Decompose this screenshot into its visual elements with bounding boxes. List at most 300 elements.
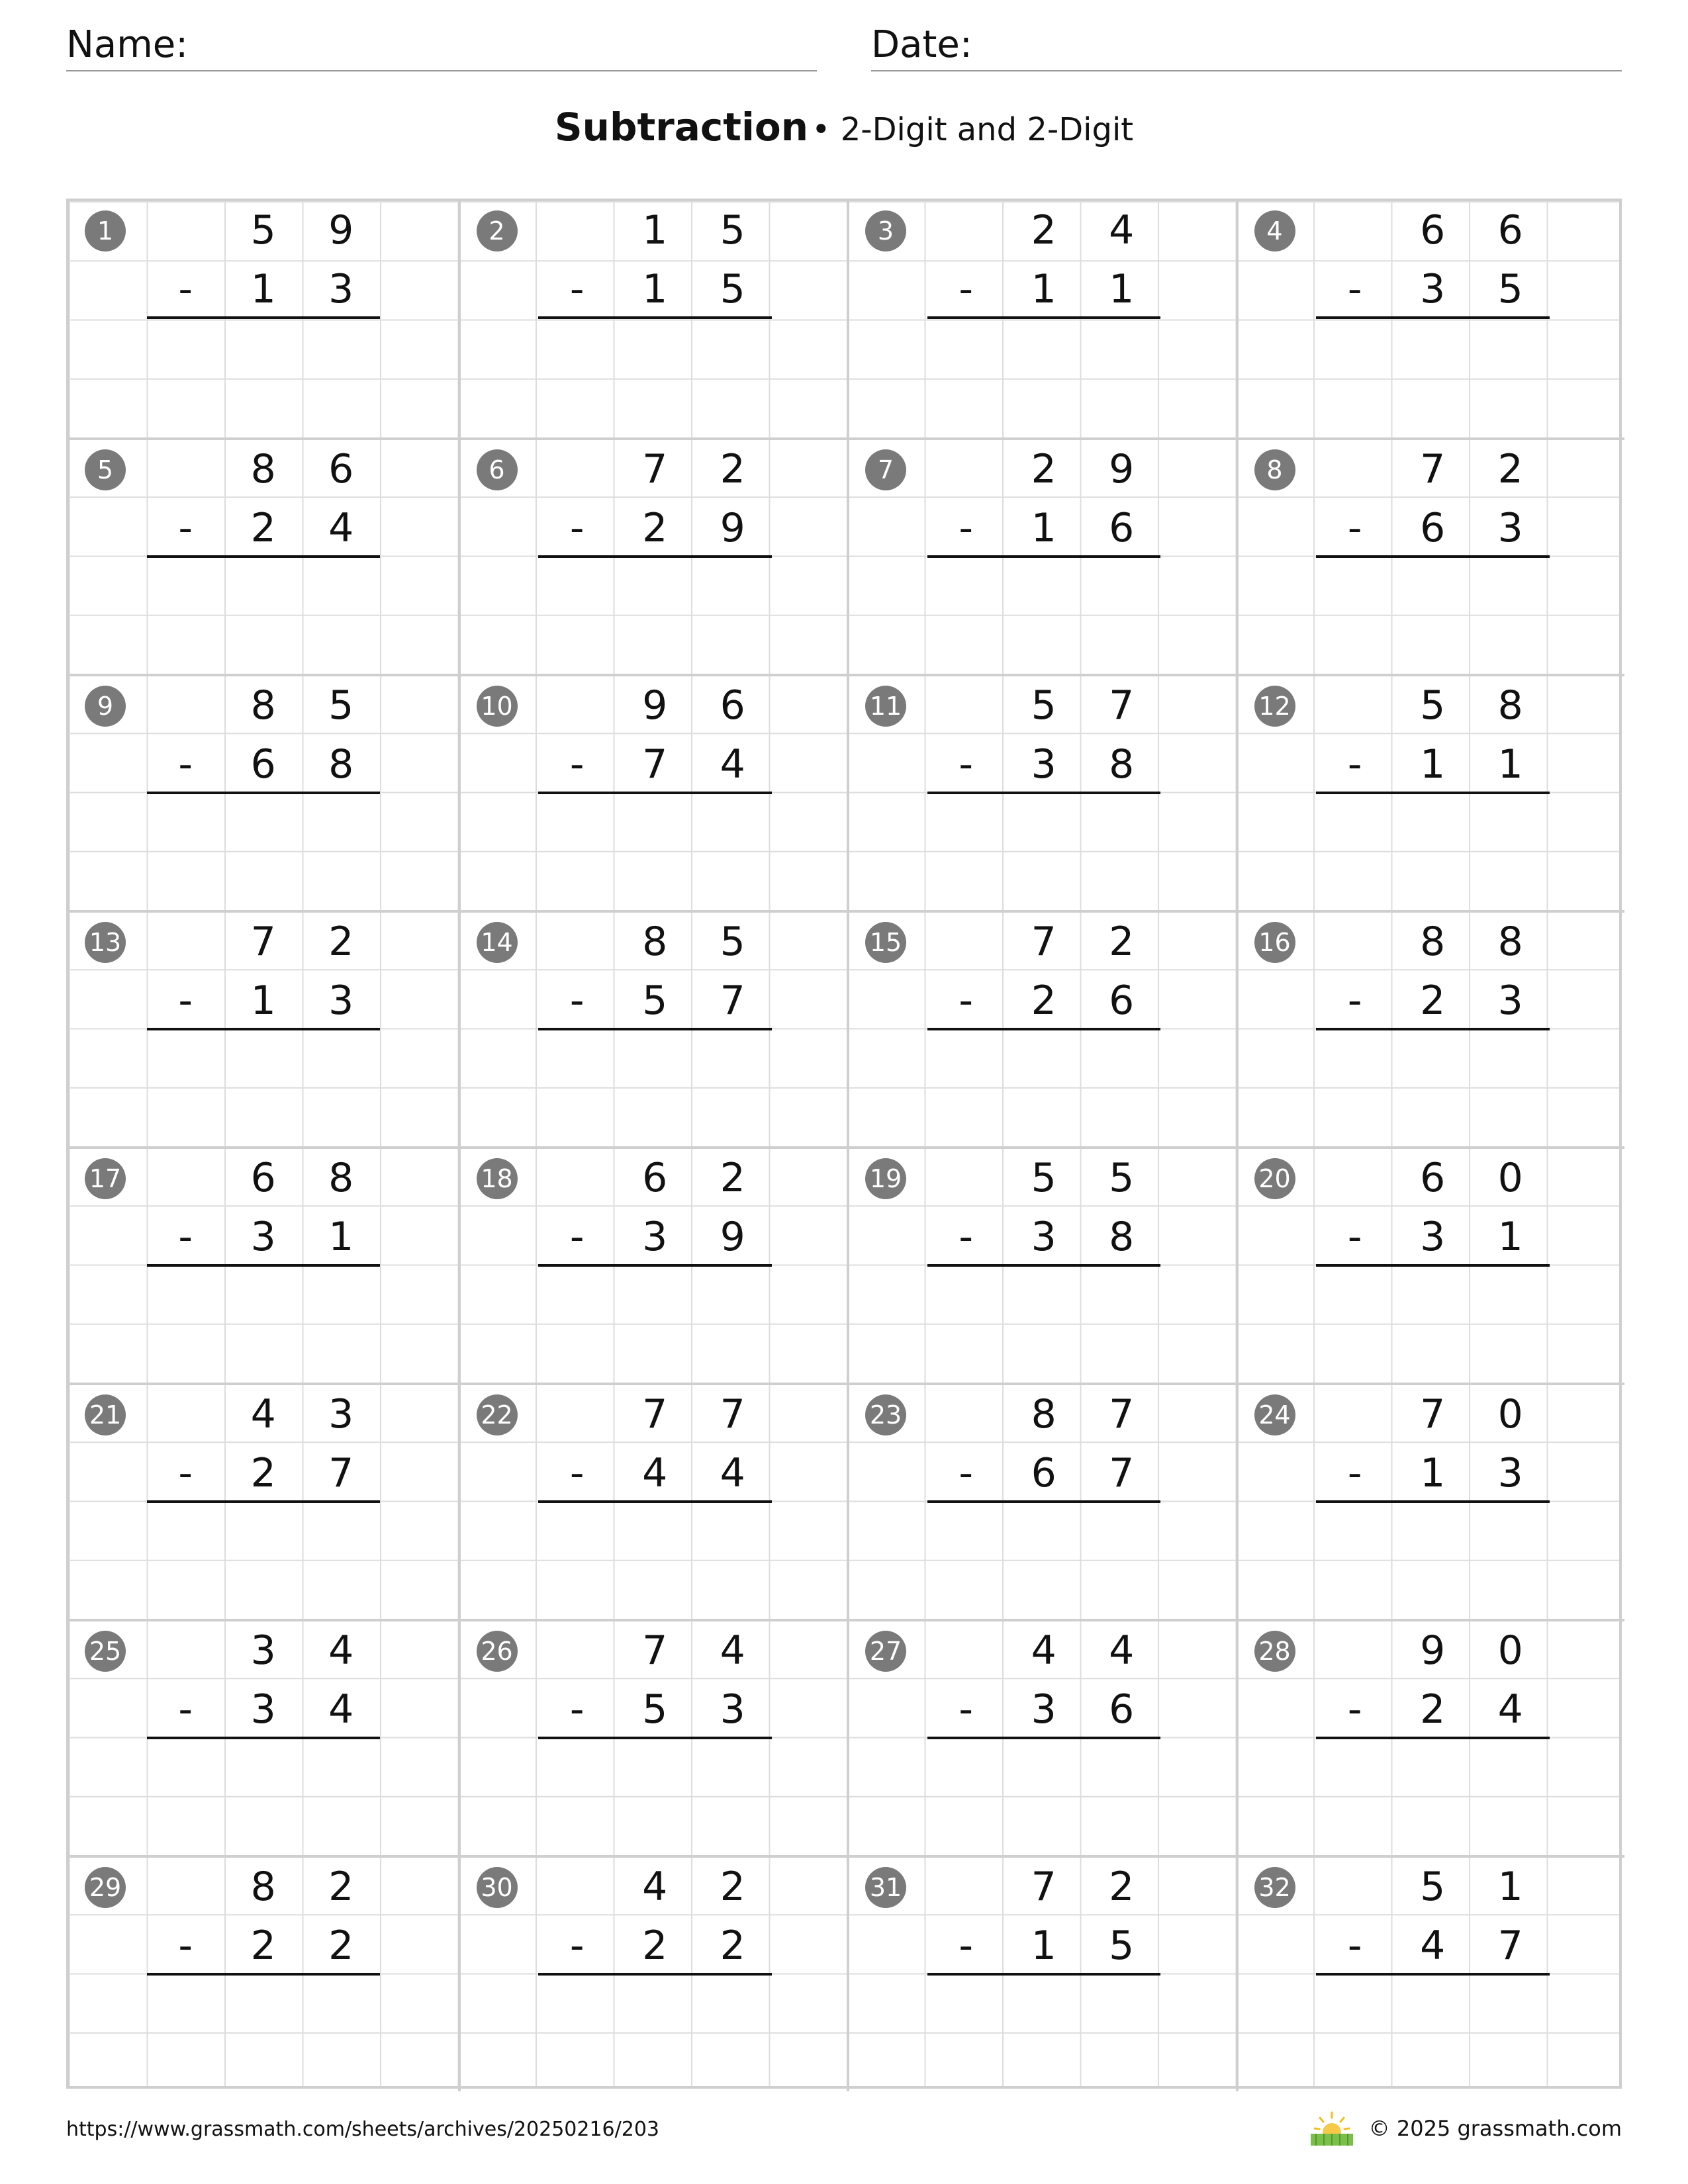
- problem-number-badge: 26: [477, 1631, 518, 1672]
- problem-block: [1236, 1383, 1625, 1619]
- answer-area[interactable]: [927, 1504, 1161, 1622]
- subtrahend-ones-digit: 9: [720, 505, 745, 552]
- answer-area[interactable]: [1316, 795, 1550, 913]
- answer-line: [1316, 1500, 1550, 1503]
- subtrahend-tens-digit: 3: [1031, 1686, 1056, 1733]
- minuend-ones-digit: 4: [1109, 1627, 1135, 1674]
- subtrahend-tens-digit: 4: [1420, 1923, 1446, 1970]
- subtrahend-tens-digit: 1: [1420, 1450, 1446, 1497]
- minus-sign: -: [959, 978, 974, 1024]
- minus-sign: -: [1347, 978, 1362, 1024]
- subtrahend-tens-digit: 2: [1420, 1686, 1446, 1733]
- subtrahend-ones-digit: 4: [328, 505, 354, 552]
- answer-line: [927, 316, 1161, 319]
- minuend-tens-digit: 7: [1031, 1864, 1056, 1910]
- answer-line: [147, 555, 381, 558]
- problem-block: [69, 437, 458, 674]
- problem-number-badge: 15: [865, 922, 906, 963]
- minuend-ones-digit: 8: [328, 1155, 354, 1201]
- subtrahend-tens-digit: 1: [250, 978, 276, 1024]
- footer-url: https://www.grassmath.com/sheets/archives/20250216/203: [66, 2118, 660, 2141]
- problem-number-badge: 4: [1254, 210, 1295, 251]
- minus-sign: -: [1347, 266, 1362, 313]
- problem-number-badge: 5: [85, 449, 126, 490]
- subtrahend-tens-digit: 2: [1420, 978, 1446, 1024]
- minuend-ones-digit: 3: [328, 1391, 354, 1437]
- problem-block: [847, 1146, 1236, 1383]
- minuend-ones-digit: 9: [1109, 446, 1135, 492]
- answer-line: [1316, 1973, 1550, 1976]
- answer-area[interactable]: [538, 1031, 772, 1150]
- minuend-ones-digit: 1: [1497, 1864, 1523, 1910]
- problem-number-badge: 29: [85, 1867, 126, 1908]
- answer-line: [927, 1973, 1161, 1976]
- subtrahend-ones-digit: 7: [1497, 1923, 1523, 1970]
- minus-sign: -: [178, 1450, 193, 1497]
- problem-block: [69, 1383, 458, 1619]
- answer-area[interactable]: [1316, 320, 1550, 438]
- subtrahend-tens-digit: 6: [250, 741, 276, 788]
- problem-number-badge: 21: [85, 1394, 126, 1435]
- minus-sign: -: [569, 505, 585, 552]
- minuend-ones-digit: 2: [1109, 919, 1135, 965]
- problem-block: [1236, 201, 1625, 437]
- minus-sign: -: [959, 266, 974, 313]
- minuend-ones-digit: 4: [720, 1627, 745, 1674]
- minus-sign: -: [959, 741, 974, 788]
- answer-area[interactable]: [1316, 1976, 1550, 2095]
- problem-number-badge: 30: [477, 1867, 518, 1908]
- problem-block: [69, 201, 458, 437]
- subtrahend-tens-digit: 6: [1031, 1450, 1056, 1497]
- answer-area[interactable]: [538, 320, 772, 438]
- problem-number-badge: 6: [477, 449, 518, 490]
- minuend-tens-digit: 9: [642, 682, 668, 729]
- subtrahend-ones-digit: 3: [328, 266, 354, 313]
- subtrahend-tens-digit: 1: [250, 266, 276, 313]
- problem-block: [69, 674, 458, 910]
- title-main: Subtraction: [554, 105, 809, 150]
- minuend-tens-digit: 7: [642, 1391, 668, 1437]
- subtrahend-ones-digit: 8: [1109, 1214, 1135, 1261]
- subtrahend-tens-digit: 3: [1031, 741, 1056, 788]
- subtrahend-tens-digit: 2: [1031, 978, 1056, 1024]
- subtrahend-ones-digit: 6: [1109, 505, 1135, 552]
- answer-area[interactable]: [538, 559, 772, 677]
- subtrahend-tens-digit: 3: [642, 1214, 668, 1261]
- problem-number-badge: 7: [865, 449, 906, 490]
- problem-number-badge: 24: [1254, 1394, 1295, 1435]
- problem-number-badge: 2: [477, 210, 518, 251]
- answer-line: [927, 555, 1161, 558]
- header: [66, 20, 1622, 70]
- subtrahend-ones-digit: 3: [720, 1686, 745, 1733]
- subtrahend-tens-digit: 7: [642, 741, 668, 788]
- minuend-ones-digit: 4: [1109, 207, 1135, 253]
- problem-block: [69, 910, 458, 1146]
- problem-number-badge: 31: [865, 1867, 906, 1908]
- subtrahend-tens-digit: 2: [642, 1923, 668, 1970]
- minus-sign: -: [569, 978, 585, 1024]
- answer-area[interactable]: [147, 1031, 381, 1150]
- minuend-ones-digit: 0: [1497, 1155, 1523, 1201]
- subtrahend-ones-digit: 2: [328, 1923, 354, 1970]
- answer-area[interactable]: [147, 1976, 381, 2095]
- answer-line: [538, 1737, 772, 1739]
- subtrahend-ones-digit: 4: [328, 1686, 354, 1733]
- minuend-tens-digit: 5: [250, 207, 276, 253]
- answer-line: [1316, 316, 1550, 319]
- minuend-tens-digit: 2: [1031, 446, 1056, 492]
- answer-line: [538, 1973, 772, 1976]
- answer-area[interactable]: [927, 320, 1161, 438]
- problem-number-badge: 28: [1254, 1631, 1295, 1672]
- minuend-tens-digit: 5: [1420, 682, 1446, 729]
- minuend-ones-digit: 5: [720, 207, 745, 253]
- subtrahend-tens-digit: 1: [1031, 266, 1056, 313]
- problem-block: [458, 674, 847, 910]
- answer-area[interactable]: [147, 1504, 381, 1622]
- answer-area[interactable]: [1316, 1267, 1550, 1386]
- subtrahend-ones-digit: 5: [1109, 1923, 1135, 1970]
- minuend-tens-digit: 7: [1420, 446, 1446, 492]
- minuend-tens-digit: 7: [642, 446, 668, 492]
- minuend-ones-digit: 0: [1497, 1391, 1523, 1437]
- subtrahend-tens-digit: 2: [642, 505, 668, 552]
- problem-number-badge: 10: [477, 686, 518, 727]
- problem-number-badge: 3: [865, 210, 906, 251]
- answer-area[interactable]: [1316, 559, 1550, 677]
- answer-line: [1316, 1028, 1550, 1030]
- answer-line: [1316, 1264, 1550, 1267]
- subtrahend-ones-digit: 4: [720, 741, 745, 788]
- subtrahend-tens-digit: 3: [250, 1686, 276, 1733]
- answer-line: [538, 1500, 772, 1503]
- problem-block: [1236, 437, 1625, 674]
- subtrahend-ones-digit: 4: [1497, 1686, 1523, 1733]
- answer-line: [927, 792, 1161, 794]
- answer-area[interactable]: [927, 1031, 1161, 1150]
- answer-area[interactable]: [927, 1267, 1161, 1386]
- minus-sign: -: [959, 505, 974, 552]
- answer-line: [927, 1264, 1161, 1267]
- minuend-tens-digit: 4: [1031, 1627, 1056, 1674]
- problem-block: [1236, 1855, 1625, 2091]
- minus-sign: -: [569, 741, 585, 788]
- minus-sign: -: [959, 1923, 974, 1970]
- subtrahend-ones-digit: 5: [720, 266, 745, 313]
- problem-number-badge: 22: [477, 1394, 518, 1435]
- minuend-ones-digit: 8: [1497, 919, 1523, 965]
- minus-sign: -: [178, 1686, 193, 1733]
- answer-area[interactable]: [147, 559, 381, 677]
- problem-number-badge: 20: [1254, 1158, 1295, 1199]
- answer-line: [927, 1028, 1161, 1030]
- subtrahend-tens-digit: 1: [1031, 1923, 1056, 1970]
- date-label: Date:: [871, 23, 972, 66]
- subtrahend-ones-digit: 6: [1109, 1686, 1135, 1733]
- problem-number-badge: 32: [1254, 1867, 1295, 1908]
- problem-block: [847, 201, 1236, 437]
- minuend-ones-digit: 7: [1109, 682, 1135, 729]
- answer-area[interactable]: [1316, 1504, 1550, 1622]
- subtrahend-ones-digit: 3: [1497, 505, 1523, 552]
- subtrahend-ones-digit: 8: [1109, 741, 1135, 788]
- minuend-ones-digit: 7: [720, 1391, 745, 1437]
- subtrahend-tens-digit: 1: [1420, 741, 1446, 788]
- minus-sign: -: [569, 266, 585, 313]
- problem-block: [1236, 910, 1625, 1146]
- minuend-tens-digit: 6: [1420, 207, 1446, 253]
- problem-block: [458, 1383, 847, 1619]
- subtrahend-tens-digit: 4: [642, 1450, 668, 1497]
- problem-block: [69, 1855, 458, 2091]
- answer-line: [538, 316, 772, 319]
- minuend-ones-digit: 8: [1497, 682, 1523, 729]
- problem-number-badge: 1: [85, 210, 126, 251]
- problem-block: [69, 1146, 458, 1383]
- problem-number-badge: 13: [85, 922, 126, 963]
- minuend-ones-digit: 5: [328, 682, 354, 729]
- minus-sign: -: [1347, 505, 1362, 552]
- minuend-ones-digit: 2: [1109, 1864, 1135, 1910]
- problem-number-badge: 25: [85, 1631, 126, 1672]
- subtrahend-ones-digit: 5: [1497, 266, 1523, 313]
- date-field[interactable]: [871, 20, 1622, 71]
- subtrahend-ones-digit: 8: [328, 741, 354, 788]
- minuend-ones-digit: 2: [1497, 446, 1523, 492]
- minuend-tens-digit: 7: [1031, 919, 1056, 965]
- answer-line: [538, 1264, 772, 1267]
- problem-block: [458, 1146, 847, 1383]
- minuend-tens-digit: 7: [250, 919, 276, 965]
- minuend-tens-digit: 1: [642, 207, 668, 253]
- problem-block: [847, 1383, 1236, 1619]
- answer-area[interactable]: [538, 1740, 772, 1858]
- answer-line: [147, 1500, 381, 1503]
- answer-line: [147, 1973, 381, 1976]
- problem-block: [1236, 1146, 1625, 1383]
- subtrahend-tens-digit: 3: [1420, 266, 1446, 313]
- subtrahend-tens-digit: 3: [250, 1214, 276, 1261]
- minus-sign: -: [1347, 741, 1362, 788]
- problem-block: [458, 437, 847, 674]
- minuend-tens-digit: 8: [1420, 919, 1446, 965]
- problem-grid: [66, 199, 1622, 2089]
- minuend-tens-digit: 6: [250, 1155, 276, 1201]
- minuend-ones-digit: 6: [328, 446, 354, 492]
- minus-sign: -: [178, 978, 193, 1024]
- minuend-tens-digit: 8: [642, 919, 668, 965]
- minus-sign: -: [569, 1214, 585, 1261]
- problem-number-badge: 19: [865, 1158, 906, 1199]
- answer-area[interactable]: [147, 795, 381, 913]
- minuend-ones-digit: 0: [1497, 1627, 1523, 1674]
- problem-block: [458, 1619, 847, 1855]
- answer-line: [147, 1264, 381, 1267]
- answer-area[interactable]: [1316, 1740, 1550, 1858]
- minuend-tens-digit: 7: [1420, 1391, 1446, 1437]
- problem-block: [847, 1619, 1236, 1855]
- answer-line: [147, 1028, 381, 1030]
- sun-over-grass-icon: [1309, 2110, 1354, 2147]
- minus-sign: -: [569, 1923, 585, 1970]
- minuend-tens-digit: 6: [1420, 1155, 1446, 1201]
- minuend-ones-digit: 9: [328, 207, 354, 253]
- minus-sign: -: [1347, 1450, 1362, 1497]
- minus-sign: -: [959, 1214, 974, 1261]
- minuend-ones-digit: 4: [328, 1627, 354, 1674]
- minuend-tens-digit: 5: [1420, 1864, 1446, 1910]
- subtrahend-tens-digit: 6: [1420, 505, 1446, 552]
- minus-sign: -: [178, 1923, 193, 1970]
- minuend-tens-digit: 3: [250, 1627, 276, 1674]
- subtrahend-tens-digit: 1: [1031, 505, 1056, 552]
- answer-line: [1316, 555, 1550, 558]
- problem-block: [458, 201, 847, 437]
- subtrahend-tens-digit: 1: [642, 266, 668, 313]
- problem-number-badge: 23: [865, 1394, 906, 1435]
- minus-sign: -: [569, 1686, 585, 1733]
- subtrahend-ones-digit: 3: [1497, 1450, 1523, 1497]
- answer-line: [147, 1737, 381, 1739]
- subtrahend-ones-digit: 7: [720, 978, 745, 1024]
- answer-area[interactable]: [538, 1976, 772, 2095]
- problem-block: [847, 910, 1236, 1146]
- minuend-ones-digit: 2: [720, 1864, 745, 1910]
- minuend-tens-digit: 6: [642, 1155, 668, 1201]
- minus-sign: -: [178, 505, 193, 552]
- minus-sign: -: [569, 1450, 585, 1497]
- minuend-tens-digit: 8: [250, 1864, 276, 1910]
- problem-number-badge: 27: [865, 1631, 906, 1672]
- answer-area[interactable]: [927, 1740, 1161, 1858]
- minuend-ones-digit: 7: [1109, 1391, 1135, 1437]
- minuend-tens-digit: 2: [1031, 207, 1056, 253]
- subtrahend-ones-digit: 3: [328, 978, 354, 1024]
- problem-block: [1236, 1619, 1625, 1855]
- minus-sign: -: [178, 741, 193, 788]
- subtrahend-ones-digit: 7: [328, 1450, 354, 1497]
- subtrahend-ones-digit: 3: [1497, 978, 1523, 1024]
- minus-sign: -: [959, 1686, 974, 1733]
- subtrahend-tens-digit: 2: [250, 1450, 276, 1497]
- answer-area[interactable]: [147, 1740, 381, 1858]
- subtrahend-ones-digit: 9: [720, 1214, 745, 1261]
- problem-number-badge: 9: [85, 686, 126, 727]
- answer-area[interactable]: [927, 559, 1161, 677]
- name-label: Name:: [66, 23, 189, 66]
- minuend-ones-digit: 2: [720, 446, 745, 492]
- subtrahend-ones-digit: 1: [1497, 741, 1523, 788]
- problem-number-badge: 18: [477, 1158, 518, 1199]
- minuend-tens-digit: 8: [250, 446, 276, 492]
- minuend-tens-digit: 4: [642, 1864, 668, 1910]
- answer-area[interactable]: [538, 1267, 772, 1386]
- subtrahend-tens-digit: 3: [1031, 1214, 1056, 1261]
- problem-block: [847, 674, 1236, 910]
- answer-area[interactable]: [147, 1267, 381, 1386]
- subtrahend-tens-digit: 3: [1420, 1214, 1446, 1261]
- answer-area[interactable]: [927, 795, 1161, 913]
- answer-line: [927, 1737, 1161, 1739]
- minuend-tens-digit: 7: [642, 1627, 668, 1674]
- problem-number-badge: 14: [477, 922, 518, 963]
- problem-number-badge: 11: [865, 686, 906, 727]
- answer-area[interactable]: [147, 320, 381, 438]
- problem-block: [1236, 674, 1625, 910]
- answer-line: [147, 316, 381, 319]
- minuend-tens-digit: 4: [250, 1391, 276, 1437]
- subtrahend-ones-digit: 1: [1109, 266, 1135, 313]
- answer-line: [1316, 792, 1550, 794]
- minuend-ones-digit: 2: [720, 1155, 745, 1201]
- problem-number-badge: 16: [1254, 922, 1295, 963]
- subtrahend-ones-digit: 6: [1109, 978, 1135, 1024]
- minus-sign: -: [178, 266, 193, 313]
- minuend-ones-digit: 2: [328, 1864, 354, 1910]
- answer-area[interactable]: [927, 1976, 1161, 2095]
- minuend-ones-digit: 5: [1109, 1155, 1135, 1201]
- subtrahend-ones-digit: 1: [328, 1214, 354, 1261]
- minuend-tens-digit: 5: [1031, 1155, 1056, 1201]
- minuend-ones-digit: 5: [720, 919, 745, 965]
- problem-block: [458, 910, 847, 1146]
- minus-sign: -: [1347, 1923, 1362, 1970]
- answer-area[interactable]: [1316, 1031, 1550, 1150]
- subtrahend-ones-digit: 1: [1497, 1214, 1523, 1261]
- subtrahend-tens-digit: 2: [250, 1923, 276, 1970]
- minus-sign: -: [1347, 1686, 1362, 1733]
- minuend-ones-digit: 2: [328, 919, 354, 965]
- minuend-ones-digit: 6: [720, 682, 745, 729]
- problem-number-badge: 12: [1254, 686, 1295, 727]
- subtrahend-tens-digit: 5: [642, 978, 668, 1024]
- subtrahend-ones-digit: 4: [720, 1450, 745, 1497]
- worksheet-title: [0, 105, 1688, 150]
- subtrahend-tens-digit: 2: [250, 505, 276, 552]
- subtrahend-tens-digit: 5: [642, 1686, 668, 1733]
- name-field[interactable]: [66, 20, 817, 71]
- answer-area[interactable]: [538, 795, 772, 913]
- minus-sign: -: [178, 1214, 193, 1261]
- minuend-tens-digit: 5: [1031, 682, 1056, 729]
- subtrahend-ones-digit: 7: [1109, 1450, 1135, 1497]
- minus-sign: -: [1347, 1214, 1362, 1261]
- problem-block: [847, 1855, 1236, 2091]
- answer-area[interactable]: [538, 1504, 772, 1622]
- problem-block: [847, 437, 1236, 674]
- answer-line: [1316, 1737, 1550, 1739]
- answer-line: [538, 792, 772, 794]
- minuend-ones-digit: 6: [1497, 207, 1523, 253]
- minus-sign: -: [959, 1450, 974, 1497]
- copyright: © 2025 grassmath.com: [1368, 2116, 1622, 2141]
- minuend-tens-digit: 8: [1031, 1391, 1056, 1437]
- title-sub: • 2-Digit and 2-Digit: [812, 111, 1134, 148]
- subtrahend-ones-digit: 2: [720, 1923, 745, 1970]
- minuend-tens-digit: 8: [250, 682, 276, 729]
- problem-number-badge: 8: [1254, 449, 1295, 490]
- answer-line: [927, 1500, 1161, 1503]
- answer-line: [147, 792, 381, 794]
- footer-brand: [1309, 2110, 1622, 2147]
- minuend-tens-digit: 9: [1420, 1627, 1446, 1674]
- answer-line: [538, 555, 772, 558]
- problem-number-badge: 17: [85, 1158, 126, 1199]
- problem-block: [458, 1855, 847, 2091]
- answer-line: [538, 1028, 772, 1030]
